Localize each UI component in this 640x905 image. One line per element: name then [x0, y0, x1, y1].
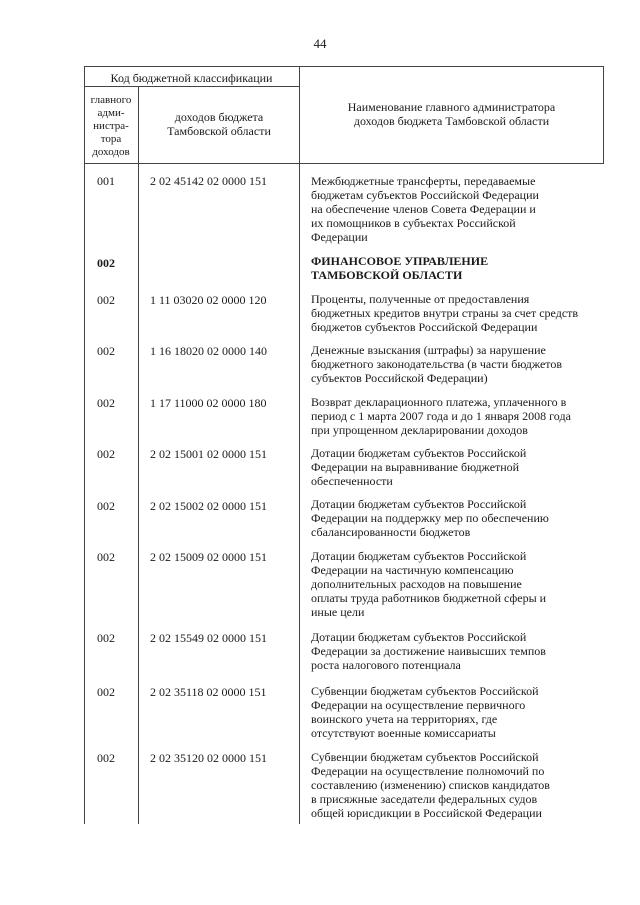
- admin-code: 002: [97, 396, 115, 410]
- page-number: 44: [313, 36, 327, 51]
- income-name: Дотации бюджетам субъектов Российской Федерации на частичную компенсацию дополнительных расходов на повышение оплаты труда работников бюджетной сферы и иные цели: [311, 549, 547, 619]
- admin-code: 002: [97, 685, 115, 699]
- admin-code: 002: [97, 550, 115, 564]
- header-group-title: Код бюджетной классификации: [110, 71, 273, 85]
- budget-code: 2 02 35118 02 0000 151: [150, 685, 267, 699]
- budget-code: 2 02 35120 02 0000 151: [150, 751, 267, 765]
- admin-code: 001: [97, 174, 115, 188]
- income-name: Дотации бюджетам субъектов Российской Федерации на поддержку мер по обеспечению сбалансированности бюджетов: [311, 497, 549, 539]
- income-name: Возврат декларационного платежа, уплаченного в период с 1 марта 2007 года и до 1 января 2008 года при упрощенном декларировании доходов: [311, 395, 571, 437]
- table-right-border: [603, 66, 604, 163]
- income-name: Межбюджетные трансферты, передаваемые бюджетам субъектов Российской Федерации на обеспечение членов Совета Федерации и их помощников в субъектах Российской Федерации: [311, 174, 539, 244]
- group-header-divider: [84, 86, 299, 87]
- income-name: Субвенции бюджетам субъектов Российской Федерации на осуществление первичного воинского учета на территориях, где отсутствуют военные комиссариаты: [311, 684, 539, 740]
- administrator-title: ФИНАНСОВОЕ УПРАВЛЕНИЕ ТАМБОВСКОЙ ОБЛАСТИ: [311, 254, 489, 282]
- admin-code: 002: [97, 344, 115, 358]
- budget-code: 2 02 15001 02 0000 151: [150, 447, 267, 461]
- admin-code: 002: [97, 256, 115, 270]
- budget-code: 2 02 15009 02 0000 151: [150, 550, 267, 564]
- table-top-border: [84, 66, 604, 67]
- income-name: Дотации бюджетам субъектов Российской Федерации на выравнивание бюджетной обеспеченности: [311, 446, 527, 488]
- budget-code: 2 02 15549 02 0000 151: [150, 631, 267, 645]
- budget-code: 1 16 18020 02 0000 140: [150, 344, 267, 358]
- admin-code: 002: [97, 293, 115, 307]
- income-name: Денежные взыскания (штрафы) за нарушение бюджетного законодательства (в части бюджетов субъектов Российской Федерации): [311, 343, 563, 385]
- table-left-border: [84, 66, 85, 824]
- header-income-column: доходов бюджета Тамбовской области: [167, 110, 271, 138]
- admin-code: 002: [97, 751, 115, 765]
- income-name: Дотации бюджетам субъектов Российской Федерации за достижение наивысших темпов роста налогового потенциала: [311, 630, 546, 672]
- admin-code: 002: [97, 447, 115, 461]
- budget-code: 1 11 03020 02 0000 120: [150, 293, 267, 307]
- header-admin-column: главного адми- нистра- тора доходов: [90, 94, 132, 158]
- column-divider-1: [138, 86, 139, 824]
- budget-code: 1 17 11000 02 0000 180: [150, 396, 267, 410]
- column-divider-2: [299, 66, 300, 824]
- header-name-column: Наименование главного администратора доходов бюджета Тамбовской области: [347, 100, 556, 128]
- budget-code: 2 02 15002 02 0000 151: [150, 499, 267, 513]
- income-name: Субвенции бюджетам субъектов Российской Федерации на осуществление полномочий по составлению (изменению) списков кандидатов в присяжные заседатели федеральных судов общей юрисдикции в Российской Федерации: [311, 750, 550, 820]
- header-bottom-border: [84, 163, 604, 164]
- income-name: Проценты, полученные от предоставления бюджетных кредитов внутри страны за счет средств бюджетов субъектов Российской Федерации: [311, 292, 579, 334]
- admin-code: 002: [97, 631, 115, 645]
- budget-code: 2 02 45142 02 0000 151: [150, 174, 267, 188]
- admin-code: 002: [97, 499, 115, 513]
